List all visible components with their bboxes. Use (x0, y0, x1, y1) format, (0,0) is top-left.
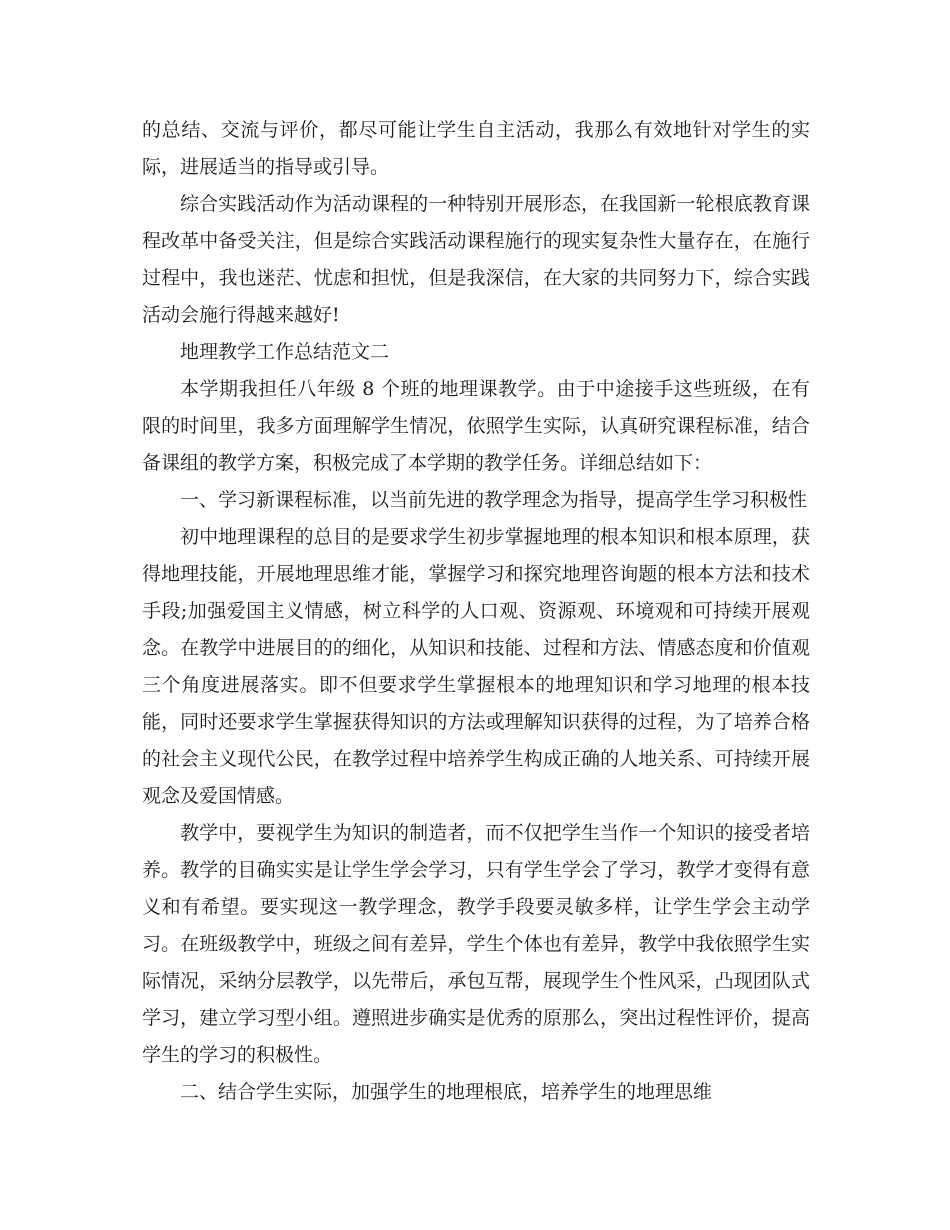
heading-part-two: 二、结合学生实际，加强学生的地理根底，培养学生的地理思维 (180, 1081, 713, 1103)
paragraph-course-goals: 初中地理课程的总目的是要求学生初步掌握地理的根本知识和根本原理，获得地理技能，开展地理思维才能，掌握学习和探究地理咨询题的根本方法和技术手段;加强爱国主义情感，树立科学的人口观、资源观、环境观和可持续开展观念。在教学中进展目的的细化，从知识和技能、过程和方法、情感态度和价值观三个角度进展落实。即不但要求学生掌握根本的地理知识和学习地理的根本技能，同时还要求学生掌握获得知识的方法或理解知识获得的过程，为了培养合格的社会主义现代公民，在教学过程中培养学生构成正确的人地关系、可持续开展观念及爱国情感。 (142, 526, 810, 807)
paragraph-semester-intro: 本学期我担任八年级 8 个班的地理课教学。由于中途接手这些班级，在有限的时间里，我多方面理解学生情况，依照学生实际，认真研究课程标准，结合备课组的教学方案，积极完成了本学期的教学任务。详细总结如下： (142, 378, 810, 474)
paragraph-teaching-methods: 教学中，要视学生为知识的制造者，而不仅把学生当作一个知识的接受者培养。教学的目确实实是让学生学会学习，只有学生学会了学习，教学才变得有意义和有希望。要实现这一教学理念，教学手段要灵敏多样，让学生学会主动学习。在班级教学中，班级之间有差异，学生个体也有差异，教学中我依照学生实际情况，采纳分层教学，以先带后，承包互帮，展现学生个性风采，凸现团队式学习，建立学习型小组。遵照进步确实是优秀的原那么，突出过程性评价，提高学生的学习的积极性。 (142, 822, 810, 1066)
document-body (142, 112, 810, 1111)
paragraph-continuation: 的总结、交流与评价，都尽可能让学生自主活动，我那么有效地针对学生的实际，进展适当的指导或引导。 (142, 119, 810, 178)
heading-part-one: 一、学习新课程标准，以当前先进的教学理念为指导，提高学生学习积极性 (180, 489, 808, 511)
section-title: 地理教学工作总结范文二 (180, 341, 390, 363)
paragraph-practice-activities: 综合实践活动作为活动课程的一种特别开展形态，在我国新一轮根底教育课程改革中备受关注，但是综合实践活动课程施行的现实复杂性大量存在，在施行过程中，我也迷茫、忧虑和担忧，但是我深信，在大家的共同努力下，综合实践活动会施行得越来越好! (142, 193, 810, 326)
